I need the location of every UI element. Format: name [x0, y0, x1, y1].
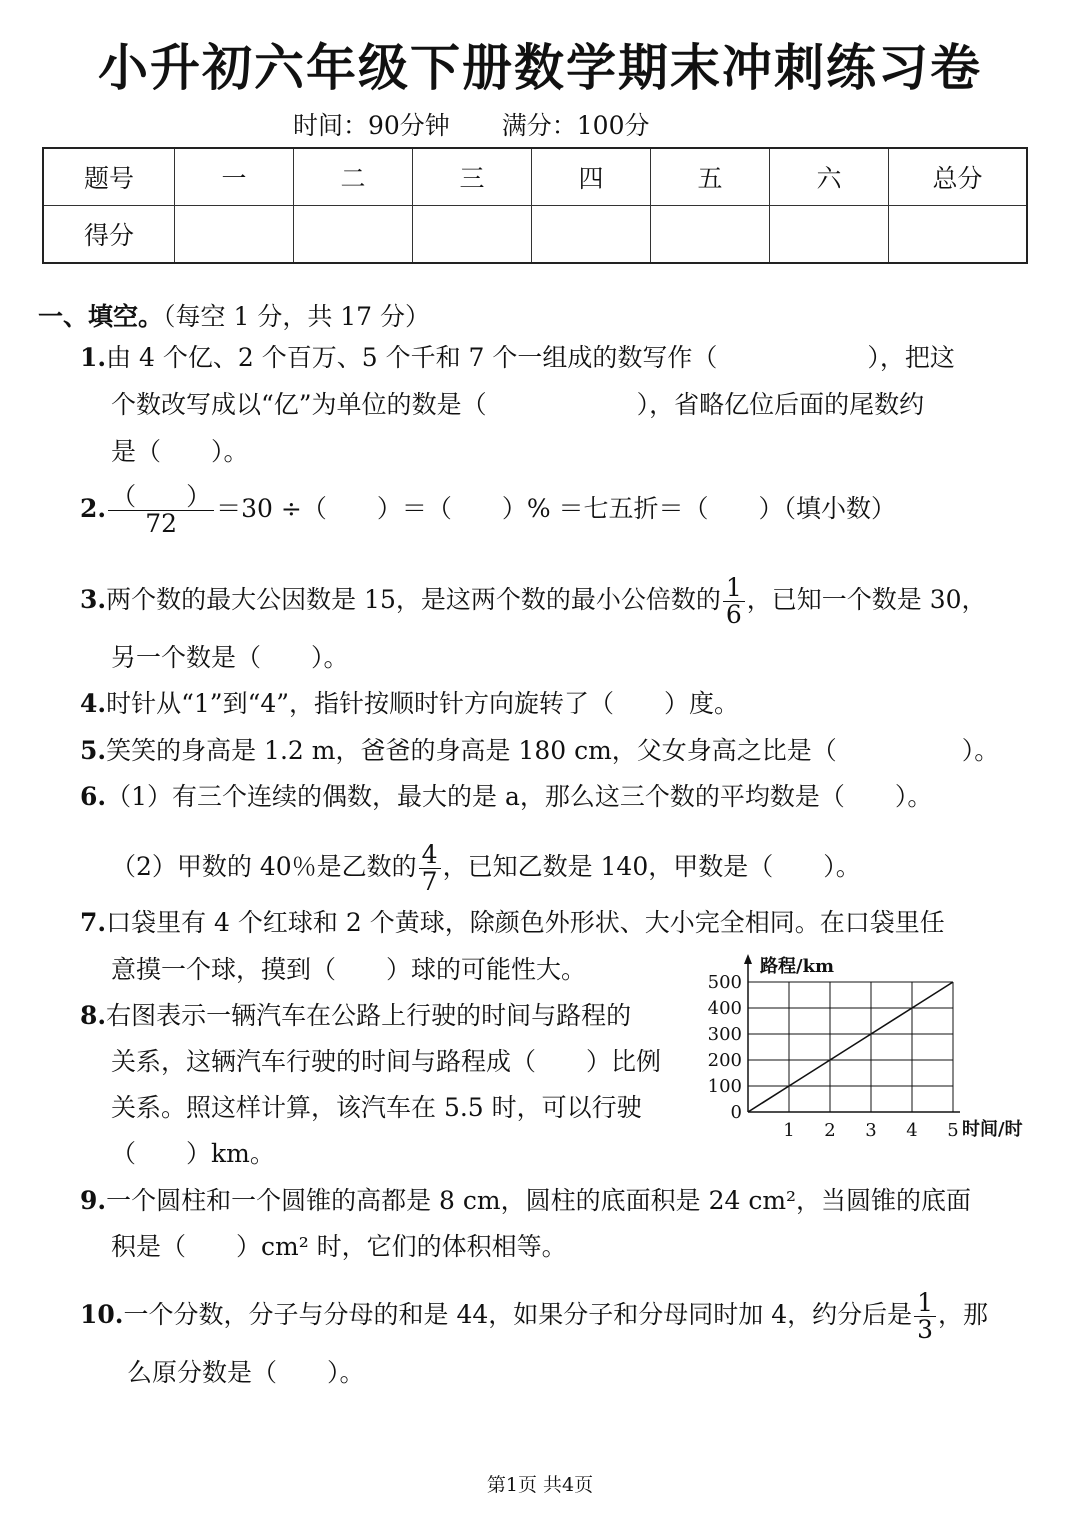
question-text: 一个分数，分子与分母的和是 44，如果分子和分母同时加 4，约分后是: [123, 1300, 913, 1329]
section-note: （每空 1 分，共 17 分）: [163, 302, 431, 331]
question-3-line-2: 另一个数是（ ）。: [111, 643, 349, 672]
question-text: 由 4 个亿、2 个百万、5 个千和 7 个一组成的数写作（ ），把这: [106, 343, 955, 372]
series-line: [748, 982, 953, 1112]
y-tick-label: 0: [730, 1102, 742, 1123]
exam-time: 时间：90分钟: [293, 111, 450, 140]
question-5: [80, 736, 999, 766]
question-6-part-1: [80, 782, 932, 812]
score-cell[interactable]: [651, 206, 770, 264]
header-cell: 二: [294, 148, 413, 206]
y-tick-label: 100: [707, 1076, 742, 1097]
question-text: 口袋里有 4 个红球和 2 个黄球，除颜色外形状、大小完全相同。在口袋里任: [106, 908, 945, 937]
question-text: ＝30 ÷（ ）＝（ ）% ＝七五折＝（ ）（填小数）: [216, 494, 897, 523]
x-axis-label: 时间/时: [962, 1119, 1023, 1140]
question-number: 7.: [80, 908, 107, 937]
question-number: 5.: [80, 736, 107, 765]
page-footer: 第1页 共4页: [486, 1474, 594, 1496]
score-table-header-row: [43, 148, 1027, 206]
y-tick-label: 200: [707, 1050, 742, 1071]
question-number: 8.: [80, 1001, 107, 1030]
question-6-part-2: [111, 842, 861, 895]
question-1-line-2: 个数改写成以“亿”为单位的数是（ ），省略亿位后面的尾数约: [111, 390, 925, 419]
header-cell: 一: [175, 148, 294, 206]
exam-full-score: 满分：100分: [501, 111, 650, 140]
question-9-line-1: [80, 1186, 971, 1216]
fraction: [419, 842, 441, 895]
fraction-denominator: 3: [917, 1315, 934, 1344]
fraction-denominator: 6: [725, 600, 742, 629]
y-axis-arrow-icon: [744, 954, 752, 964]
y-tick-label: 400: [707, 998, 742, 1019]
fraction-numerator: 1: [723, 575, 745, 602]
score-cell[interactable]: [770, 206, 889, 264]
header-cell: 五: [651, 148, 770, 206]
question-2: [80, 484, 896, 537]
question-number: 1.: [80, 343, 107, 372]
question-text: 右图表示一辆汽车在公路上行驶的时间与路程的: [106, 1001, 632, 1030]
question-9-line-2: 积是（ ）cm² 时，它们的体积相等。: [111, 1232, 567, 1261]
fraction-denominator: 7: [421, 867, 438, 896]
y-axis-label: 路程/km: [760, 956, 835, 977]
header-cell: 六: [770, 148, 889, 206]
question-number: 9.: [80, 1186, 107, 1215]
question-3-line-1: [80, 575, 987, 628]
score-table: [42, 147, 1028, 264]
x-tick-label: 5: [947, 1120, 959, 1141]
question-8-line-1: [80, 1001, 631, 1031]
section-title: 一、填空。: [38, 302, 164, 331]
question-4: [80, 689, 739, 719]
question-text: ，已知乙数是 140，甲数是（ ）。: [442, 852, 861, 881]
score-row-label: 得分: [43, 206, 175, 264]
header-cell: 总分: [889, 148, 1028, 206]
chart-series: [748, 982, 953, 1112]
question-text: 时针从“1”到“4”，指针按顺时针方向旋转了（ ）度。: [106, 689, 740, 718]
question-number: 3.: [80, 585, 107, 614]
score-cell[interactable]: [175, 206, 294, 264]
header-cell: 题号: [43, 148, 175, 206]
y-tick-label: 300: [707, 1024, 742, 1045]
y-tick-label: 500: [707, 972, 742, 993]
distance-time-chart: [700, 952, 1045, 1152]
score-cell[interactable]: [889, 206, 1028, 264]
question-number: 2.: [80, 494, 107, 523]
question-text: 一个圆柱和一个圆锥的高都是 8 cm，圆柱的底面积是 24 cm²，当圆锥的底面: [106, 1186, 972, 1215]
fraction: [914, 1290, 936, 1343]
fraction: [723, 575, 745, 628]
question-text: （1）有三个连续的偶数，最大的是 a，那么这三个数的平均数是（ ）。: [106, 782, 933, 811]
x-tick-label: 4: [906, 1120, 918, 1141]
fraction-numerator: （ ）: [108, 484, 214, 511]
score-cell[interactable]: [532, 206, 651, 264]
question-8-line-4: （ ）km。: [111, 1139, 275, 1168]
x-tick-label: 1: [783, 1120, 795, 1141]
score-table-score-row: [43, 206, 1027, 264]
question-8-line-3: 关系。照这样计算，该汽车在 5.5 时，可以行驶: [111, 1093, 642, 1122]
question-number: 4.: [80, 689, 107, 718]
question-text: 两个数的最大公因数是 15，是这两个数的最小公倍数的: [106, 585, 721, 614]
x-tick-label: 3: [865, 1120, 877, 1141]
section-heading: [38, 297, 430, 333]
question-number: 6.: [80, 782, 107, 811]
question-text: 笑笑的身高是 1.2 m，爸爸的身高是 180 cm，父女身高之比是（ ）。: [106, 736, 1000, 765]
fraction-numerator: 1: [914, 1290, 936, 1317]
fraction-denominator: 72: [145, 509, 178, 538]
question-1-line-3: 是（ ）。: [111, 437, 249, 466]
question-text: ，已知一个数是 30，: [746, 585, 987, 614]
question-text: （2）甲数的 40％是乙数的: [111, 852, 417, 881]
question-7-line-1: [80, 908, 945, 938]
question-8-line-2: 关系，这辆汽车行驶的时间与路程成（ ）比例: [111, 1047, 662, 1076]
question-10-line-1: [80, 1290, 988, 1343]
chart-ticks: [708, 972, 959, 1141]
fraction-numerator: 4: [419, 842, 441, 869]
score-cell[interactable]: [294, 206, 413, 264]
question-7-line-2: 意摸一个球，摸到（ ）球的可能性大。: [111, 955, 587, 984]
fraction: [108, 484, 214, 537]
header-cell: 三: [413, 148, 532, 206]
x-tick-label: 2: [824, 1120, 836, 1141]
exam-meta: [293, 106, 693, 142]
question-number: 10.: [80, 1300, 124, 1329]
header-cell: 四: [532, 148, 651, 206]
score-cell[interactable]: [413, 206, 532, 264]
page-title: 小升初六年级下册数学期末冲刺练习卷: [98, 39, 982, 97]
question-10-line-2: 么原分数是（ ）。: [127, 1358, 365, 1387]
question-text: ，那: [938, 1300, 989, 1329]
question-1-line-1: [80, 343, 955, 373]
